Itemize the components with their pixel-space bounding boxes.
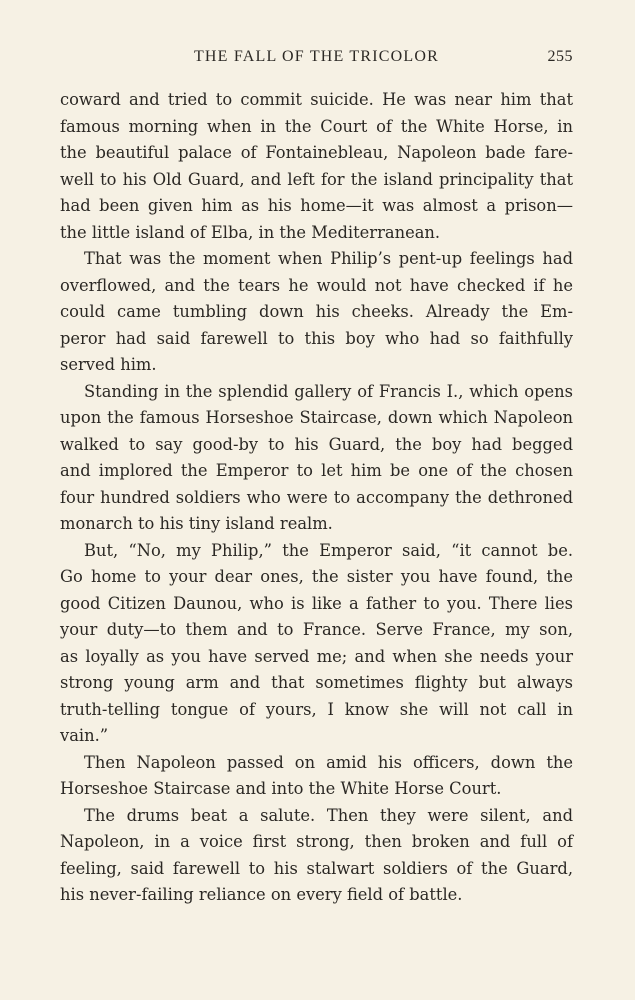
text-line: overflowed, and the tears he would not have checked if he	[60, 275, 573, 295]
text-line: feeling, said farewell to his stalwart soldiers of the Guard,	[60, 858, 573, 878]
text-line: well to his Old Guard, and left for the island principality that	[60, 169, 573, 189]
text-line: and implored the Emperor to let him be one of the chosen	[60, 461, 573, 480]
text-line: peror had said farewell to this boy who had so faithfully	[60, 328, 573, 348]
text-line: Go home to your dear ones, the sister you have found, the	[60, 567, 573, 586]
text-line: had been given him as his home—it was almost a prison—	[60, 196, 573, 215]
page-header	[60, 48, 573, 72]
text-line: good Citizen Daunou, who is like a father to you. There lies	[60, 593, 573, 613]
text-line: coward and tried to commit suicide. He was near him that	[60, 90, 573, 109]
text-line: strong young arm and that sometimes flighty but always	[60, 673, 573, 692]
text-line: Then Napoleon passed on amid his officers, down the	[84, 752, 573, 772]
page-number: 255	[547, 48, 573, 65]
running-head: THE FALL OF THE TRICOLOR	[193, 48, 440, 65]
text-line: But, “No, my Philip,” the Emperor said, “it cannot be.	[84, 540, 573, 560]
text-line: his never-failing reliance on every field of battle.	[60, 885, 463, 904]
text-line: could came tumbling down his cheeks. Already the Em-	[60, 302, 573, 321]
text-line: Horseshoe Staircase and into the White Horse Court.	[60, 779, 502, 798]
text-line: Napoleon, in a voice first strong, then broken and full of	[60, 832, 573, 851]
text-line: That was the moment when Philip’s pent-up feelings had	[84, 249, 573, 268]
text-line: your duty—to them and to France. Serve France, my son,	[60, 620, 573, 639]
text-line: vain.”	[60, 726, 109, 745]
text-line: monarch to his tiny island realm.	[60, 514, 333, 533]
text-line: served him.	[60, 355, 157, 374]
text-line: walked to say good-by to his Guard, the boy had begged	[60, 434, 573, 454]
body-text	[60, 87, 573, 909]
text-line: Standing in the splendid gallery of Francis I., which opens	[84, 381, 573, 401]
text-line: the little island of Elba, in the Mediterranean.	[60, 222, 441, 242]
text-line: four hundred soldiers who were to accompany the dethroned	[60, 487, 573, 507]
text-line: famous morning when in the Court of the White Horse, in	[60, 116, 573, 136]
text-line: upon the famous Horseshoe Staircase, down which Napoleon	[60, 408, 573, 427]
text-line: the beautiful palace of Fontainebleau, Napoleon bade fare-	[60, 143, 573, 162]
text-line: as loyally as you have served me; and when she needs your	[60, 646, 573, 666]
text-line: The drums beat a salute. Then they were silent, and	[84, 805, 573, 825]
text-line: truth-telling tongue of yours, I know she will not call in	[60, 699, 573, 719]
